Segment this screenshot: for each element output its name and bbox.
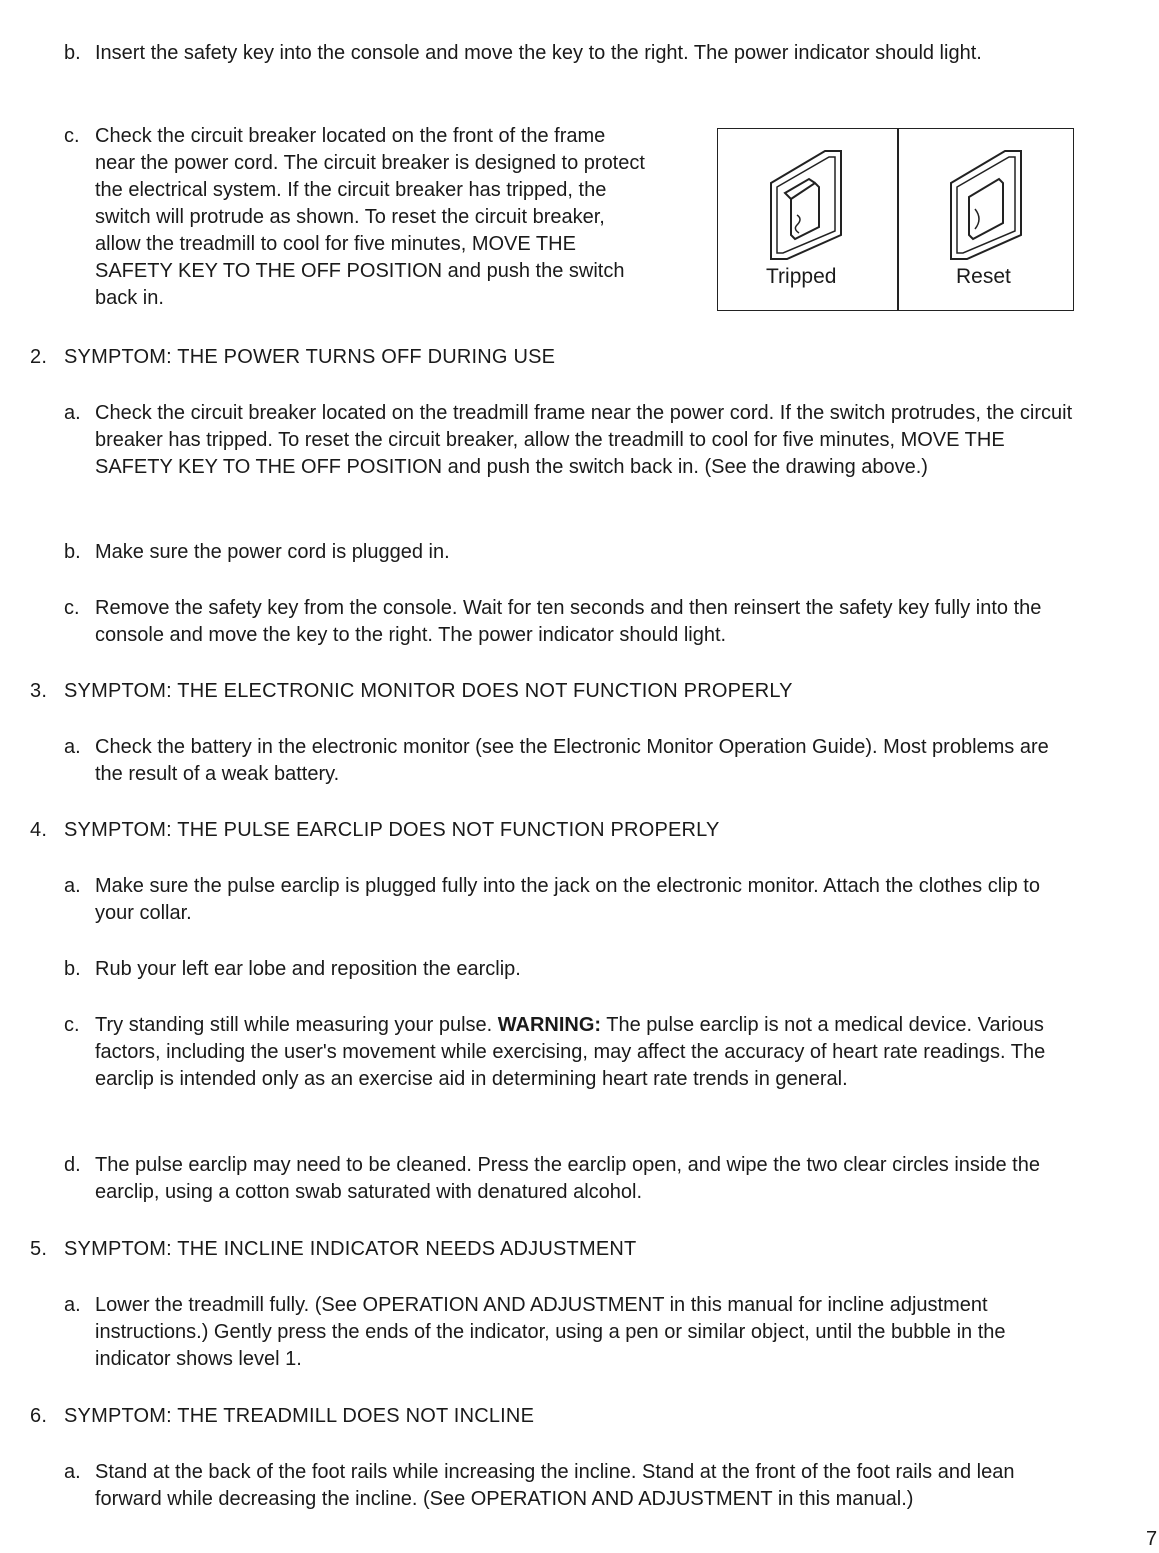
item-label: b.: [64, 541, 81, 563]
section-title: SYMPTOM: THE INCLINE INDICATOR NEEDS ADJUSTMENT: [64, 1238, 637, 1260]
section-number: 5.: [30, 1238, 48, 1260]
item-label: a.: [64, 1461, 81, 1483]
item-text: Stand at the back of the foot rails while increasing the incline. Stand at the front of the foot rails and lean forward while decreasing the incline. (See OPERATION AND ADJUSTMENT in this manual.): [95, 1461, 1015, 1510]
section-5-item-a: [64, 1292, 1074, 1373]
reset-caption: Reset: [956, 265, 1011, 288]
section-2-item-c: [64, 595, 1074, 649]
tripped-caption: Tripped: [766, 265, 837, 288]
section-heading-4: [30, 817, 720, 844]
section-number: 2.: [30, 346, 48, 368]
item-label: c.: [64, 597, 80, 619]
item-label: c.: [64, 125, 80, 147]
section-title: SYMPTOM: THE POWER TURNS OFF DURING USE: [64, 346, 556, 368]
item-text: Lower the treadmill fully. (See OPERATION AND ADJUSTMENT in this manual for incline adjustment instructions.) Gently press the ends of the indicator, using a pen or similar object, until the bubble in the indicator shows level 1.: [95, 1294, 1006, 1370]
section-2-item-a: [64, 400, 1074, 481]
item-text-body: The pulse earclip is not a medical device. Various factors, including the user's movement while exercising, may affect the accuracy of heart rate readings. The earclip is intended only as an exercise aid in determining heart rate trends in general.: [95, 1014, 1046, 1090]
item-text: Rub your left ear lobe and reposition the earclip.: [95, 958, 521, 980]
item-text: Make sure the pulse earclip is plugged fully into the jack on the electronic monitor. Attach the clothes clip to your collar.: [95, 875, 1040, 924]
item-text: Check the circuit breaker located on the front of the frame near the power cord. The circuit breaker is designed to protect the electrical system. If the circuit breaker has tripped, the switch will protrude as shown. To reset the circuit breaker, allow the treadmill to cool for five minutes, MOVE THE SAFETY KEY TO THE OFF POSITION and push the switch back in.: [95, 125, 645, 309]
section-4-item-c: [64, 1012, 1074, 1093]
warning-label: WARNING:: [497, 1014, 602, 1036]
section-number: 3.: [30, 680, 48, 702]
item-text: Check the circuit breaker located on the treadmill frame near the power cord. If the switch protrudes, the circuit breaker has tripped. To reset the circuit breaker, allow the treadmill to cool for five minutes, MOVE THE SAFETY KEY TO THE OFF POSITION and push the switch back in. (See the drawing above.): [95, 402, 1073, 478]
reset-switch-illustration: [943, 143, 1033, 263]
section-title: SYMPTOM: THE PULSE EARCLIP DOES NOT FUNCTION PROPERLY: [64, 819, 720, 841]
item-text: Check the battery in the electronic monitor (see the Electronic Monitor Operation Guide). Most problems are the result of a weak battery.: [95, 736, 1049, 785]
item-label: a.: [64, 1294, 81, 1316]
item-text: [95, 1012, 1074, 1093]
section-number: 4.: [30, 819, 48, 841]
item-text: Remove the safety key from the console. Wait for ten seconds and then reinsert the safety key fully into the console and move the key to the right. The power indicator should light.: [95, 597, 1042, 646]
item-text-lead: Try standing still while measuring your pulse.: [95, 1014, 498, 1036]
section-4-item-d: [64, 1152, 1074, 1206]
item-label: a.: [64, 736, 81, 758]
section-heading-5: [30, 1236, 636, 1263]
section-6-item-a: [64, 1459, 1074, 1513]
section-heading-2: [30, 344, 555, 371]
item-text: Make sure the power cord is plugged in.: [95, 541, 450, 563]
item-label: a.: [64, 402, 81, 424]
section-2-item-b: [64, 539, 1074, 566]
section-title: SYMPTOM: THE TREADMILL DOES NOT INCLINE: [64, 1405, 535, 1427]
circuit-breaker-figure: [717, 128, 1074, 311]
section-3-item-a: [64, 734, 1074, 788]
item-label: b.: [64, 958, 81, 980]
item-label: d.: [64, 1154, 81, 1176]
item-label: a.: [64, 875, 81, 897]
item-text: Insert the safety key into the console and move the key to the right. The power indicator should light.: [95, 42, 982, 64]
intro-item-c: [64, 123, 649, 312]
section-number: 6.: [30, 1405, 48, 1427]
intro-item-b: [64, 40, 1074, 67]
section-4-item-b: [64, 956, 1074, 983]
figure-divider: [897, 129, 899, 310]
item-text: The pulse earclip may need to be cleaned. Press the earclip open, and wipe the two clear circles inside the earclip, using a cotton swab saturated with denatured alcohol.: [95, 1154, 1040, 1203]
item-label: b.: [64, 42, 81, 64]
section-4-item-a: [64, 873, 1074, 927]
tripped-switch-illustration: [763, 143, 853, 263]
page-number: 7: [1146, 1528, 1158, 1550]
section-title: SYMPTOM: THE ELECTRONIC MONITOR DOES NOT FUNCTION PROPERLY: [64, 680, 793, 702]
section-heading-6: [30, 1403, 534, 1430]
item-label: c.: [64, 1014, 80, 1036]
section-heading-3: [30, 678, 793, 705]
